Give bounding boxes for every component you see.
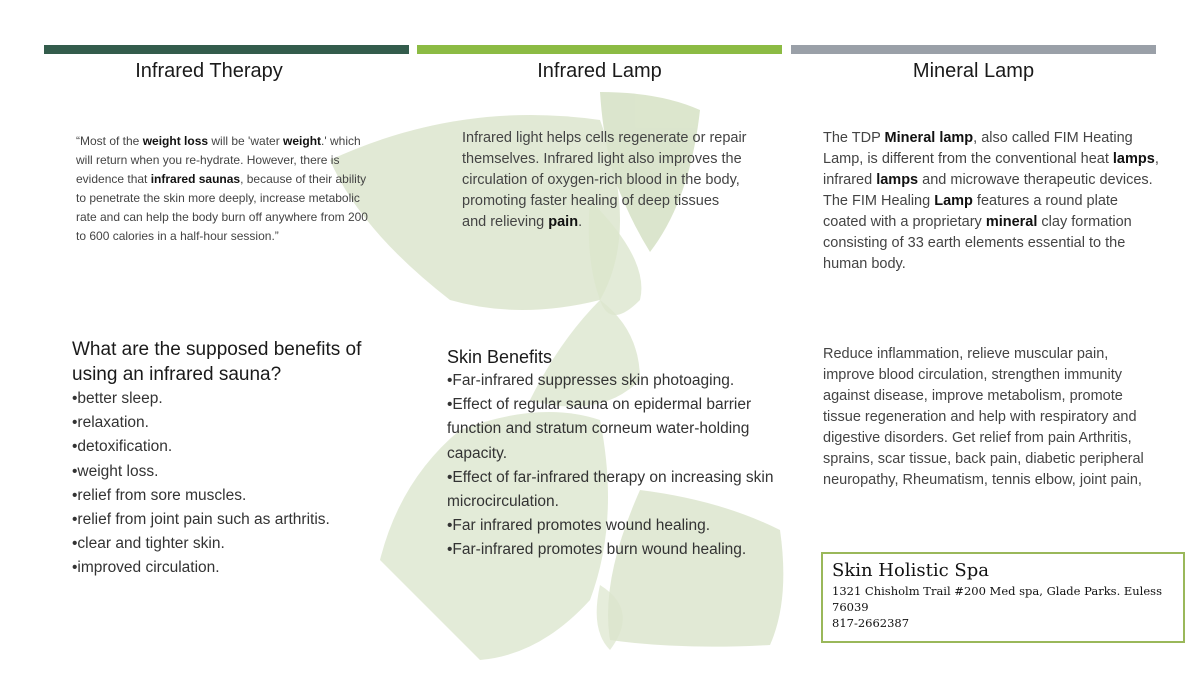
spa-address: 1321 Chisholm Trail #200 Med spa, Glade Parks. Euless 76039 (832, 584, 1162, 614)
mineral-lamp-intro: The TDP Mineral lamp, also called FIM Heating Lamp, is different from the conventional heat lamps, infrared lamps and microwave therapeutic devices. The FIM Healing Lamp features a round plate coated with a proprietary mineral clay formation consisting of 33 earth elements essential to the human body. (823, 130, 1159, 272)
list-item: •weight loss. (72, 462, 159, 480)
column-bar-3 (791, 45, 1156, 54)
list-item: •detoxification. (72, 438, 173, 456)
spa-phone: 817-2662387 (832, 616, 910, 630)
list-item: •Effect of regular sauna on epidermal barrier function and stratum corneum water-holding capacity. (447, 396, 752, 462)
column-title-infrared-therapy: Infrared Therapy (135, 60, 283, 82)
column-bar-2 (417, 45, 782, 54)
list-item: •Far infrared promotes wound healing. (447, 517, 711, 535)
list-item: •clear and tighter skin. (72, 535, 225, 553)
skin-benefits-section (447, 345, 782, 563)
sauna-benefits-heading: What are the supposed benefits of using an infrared sauna? (72, 339, 362, 385)
infrared-lamp-intro: Infrared light helps cells regenerate or repair themselves. Infrared light also improves the circulation of oxygen-rich blood in the body, promoting faster healing of deep tissues and relieving pain. (462, 130, 747, 230)
infrared-therapy-quote: “Most of the weight loss will be 'water weight.' which will return when you re-hydrate. However, there is evidence that infrared saunas, because of their ability to penetrate the skin more deeply, increase metabolic rate and can help the body burn off anywhere from 200 to 600 calories in a half-hour session.” (76, 134, 368, 243)
column-title-infrared-lamp: Infrared Lamp (537, 60, 662, 82)
list-item: •better sleep. (72, 390, 163, 407)
column-title-mineral-lamp: Mineral Lamp (912, 60, 1035, 82)
list-item: •Effect of far-infrared therapy on increasing skin microcirculation. (447, 468, 774, 511)
list-item: •relief from sore muscles. (72, 486, 247, 504)
list-item: •Far-infrared promotes burn wound healing. (447, 541, 747, 559)
skin-benefits-heading: Skin Benefits (447, 347, 553, 367)
list-item: •relaxation. (72, 414, 149, 432)
list-item: •improved circulation. (72, 559, 220, 577)
mineral-lamp-benefits: Reduce inflammation, relieve muscular pain, improve blood circulation, strengthen immunity against disease, improve metabolism, promote tissue regeneration and help with respiratory and digestive disorders. Get relief from pain Arthritis, sprains, scar tissue, back pain, diabetic peripheral neuropathy, Rheumatism, tennis elbow, joint pain, (823, 346, 1144, 488)
spa-name: Skin Holistic Spa (832, 560, 989, 581)
sauna-benefits-section (72, 337, 392, 581)
spa-contact-box (821, 552, 1185, 643)
list-item: •Far-infrared suppresses skin photoaging. (447, 372, 735, 389)
column-bar-1 (44, 45, 409, 54)
list-item: •relief from joint pain such as arthritis. (72, 511, 330, 529)
